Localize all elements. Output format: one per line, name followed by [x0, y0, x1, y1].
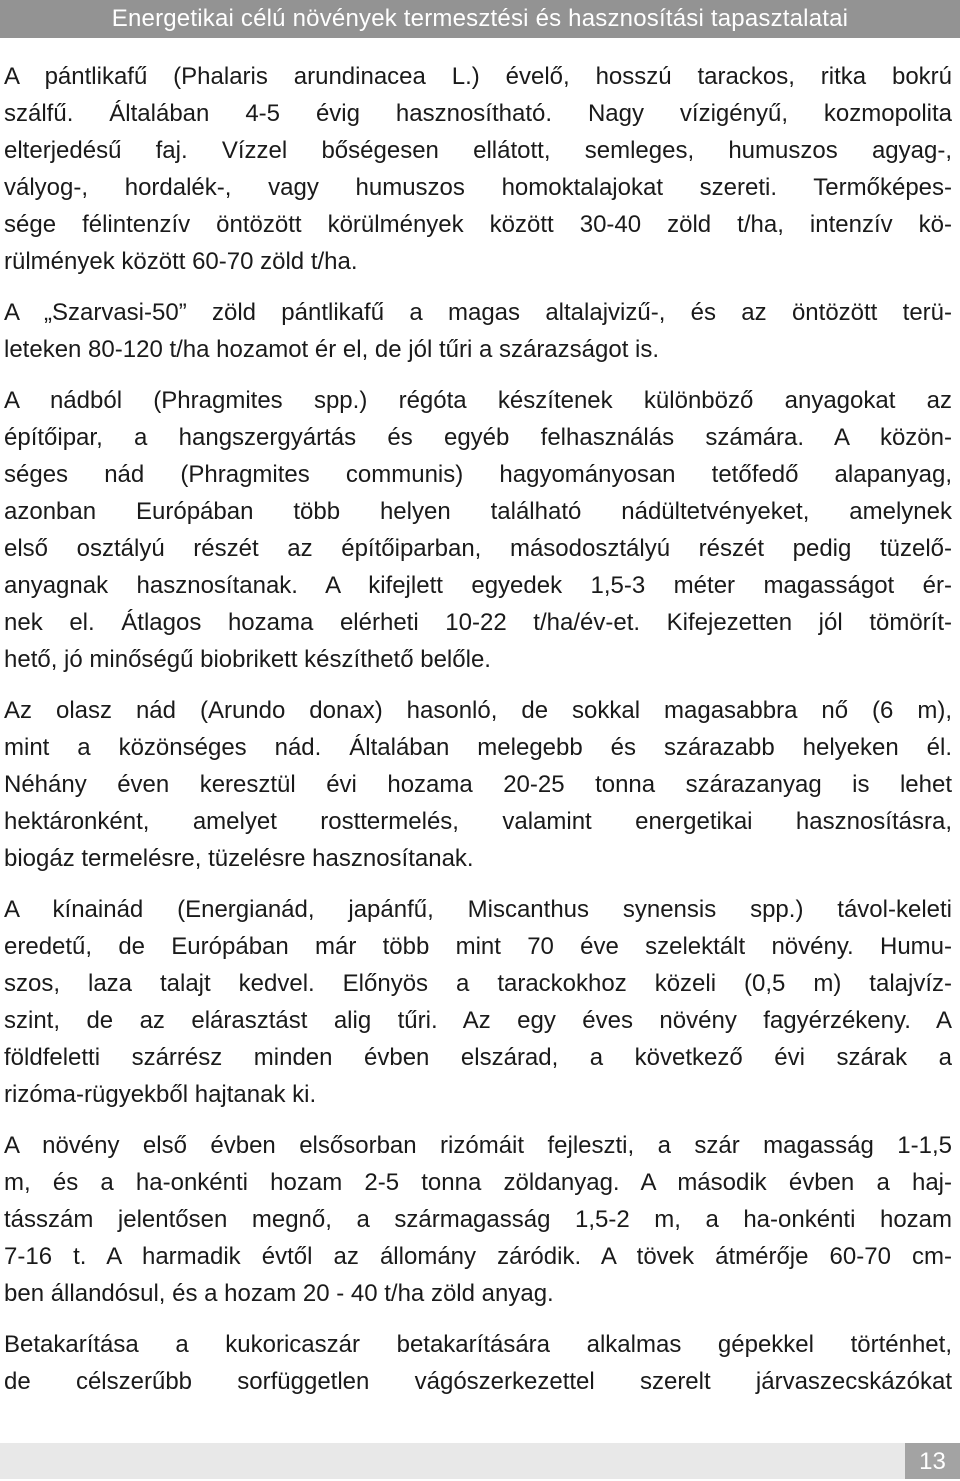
paragraph — [4, 891, 952, 1113]
text-line: szos, laza talajt kedvel. Előnyös a tarackokhoz közeli (0,5 m) talajvíz- — [4, 970, 952, 997]
text-line: biogáz termelésre, tüzelésre hasznosítanak. — [4, 845, 474, 872]
text-line: elterjedésű faj. Vízzel bőségesen ellátott, semleges, humuszos agyag-, — [4, 137, 952, 164]
text-line: Az olasz nád (Arundo donax) hasonló, de sokkal magasabbra nő (6 m), — [4, 697, 952, 724]
text-line: A pántlikafű (Phalaris arundinacea L.) évelő, hosszú tarackos, ritka bokrú — [4, 63, 952, 90]
running-header-title: Energetikai célú növények termesztési és hasznosítási tapasztalatai — [111, 5, 849, 32]
paragraph — [4, 692, 952, 877]
text-line: vályog-, hordalék-, vagy humuszos homoktalajokat szereti. Termőképes- — [4, 174, 952, 201]
paragraph — [4, 382, 952, 678]
text-line: Betakarítása a kukoricaszár betakarítására alkalmas gépekkel történhet, — [4, 1331, 952, 1358]
text-line: szint, de az elárasztást alig tűri. Az egy éves növény fagyérzékeny. A — [4, 1007, 952, 1034]
footer-bar — [0, 1443, 917, 1479]
text-line: 7-16 t. A harmadik évtől az állomány záródik. A tövek átmérője 60-70 cm- — [4, 1243, 952, 1270]
text-line: leteken 80-120 t/ha hozamot ér el, de jól tűri a szárazságot is. — [4, 336, 660, 363]
paragraph — [4, 1127, 952, 1312]
text-line: m, és a ha-onkénti hozam 2-5 tonna zöldanyag. A második évben a haj- — [4, 1169, 952, 1196]
running-header — [0, 0, 960, 38]
text-line: A növény első évben elsősorban rizómáit fejleszti, a szár magasság 1-1,5 — [4, 1132, 952, 1159]
body-text — [4, 58, 952, 1414]
text-line: első osztályú részét az építőiparban, másodosztályú részét pedig tüzelő- — [4, 535, 952, 562]
text-line: anyagnak hasznosítanak. A kifejlett egyedek 1,5-3 méter magasságot ér- — [4, 572, 952, 599]
text-line: azonban Európában több helyen található nádültetvényeket, amelynek — [4, 498, 952, 525]
text-line: hektáronként, amelyet rosttermelés, valamint energetikai hasznosításra, — [4, 808, 952, 835]
text-line: de célszerűbb sorfüggetlen vágószerkezettel szerelt járvaszecskázókat — [4, 1368, 952, 1395]
text-line: rülmények között 60-70 zöld t/ha. — [4, 248, 358, 275]
text-line: séges nád (Phragmites communis) hagyományosan tetőfedő alapanyag, — [4, 461, 952, 488]
text-line: A nádból (Phragmites spp.) régóta készítenek különböző anyagokat az — [4, 387, 952, 414]
paragraph — [4, 1326, 952, 1400]
text-line: Néhány éven keresztül évi hozama 20-25 tonna szárazanyag is lehet — [4, 771, 952, 798]
text-line: hető, jó minőségű biobrikett készíthető belőle. — [4, 646, 491, 673]
text-line: A „Szarvasi-50” zöld pántlikafű a magas altalajvizű-, és az öntözött terü- — [4, 299, 952, 326]
text-line: tásszám jelentősen megnő, a szármagasság 1,5-2 m, a ha-onkénti hozam — [4, 1206, 952, 1233]
paragraph — [4, 58, 952, 280]
text-line: nek el. Átlagos hozama elérheti 10-22 t/ha/év-et. Kifejezetten jól tömörít- — [4, 609, 952, 636]
text-line: eredetű, de Európában már több mint 70 éve szelektált növény. Humu- — [4, 933, 952, 960]
page-number-label: 13 — [919, 1448, 946, 1475]
text-line: A kínainád (Energianád, japánfű, Miscanthus synensis spp.) távol-keleti — [4, 896, 952, 923]
text-line: ben állandósul, és a hozam 20 - 40 t/ha zöld anyag. — [4, 1280, 554, 1307]
page-number — [905, 1443, 960, 1479]
text-line: földfeletti szárrész minden évben elszárad, a következő évi szárak a — [4, 1044, 952, 1071]
text-line: építőipar, a hangszergyártás és egyéb felhasználás számára. A közön- — [4, 424, 952, 451]
paragraph — [4, 294, 952, 368]
text-line: sége félintenzív öntözött körülmények között 30-40 zöld t/ha, intenzív kö- — [4, 211, 952, 238]
text-line: szálfű. Általában 4-5 évig hasznosítható. Nagy vízigényű, kozmopolita — [4, 100, 952, 127]
text-line: mint a közönséges nád. Általában melegebb és szárazabb helyeken él. — [4, 734, 952, 761]
text-line: rizóma-rügyekből hajtanak ki. — [4, 1081, 317, 1108]
